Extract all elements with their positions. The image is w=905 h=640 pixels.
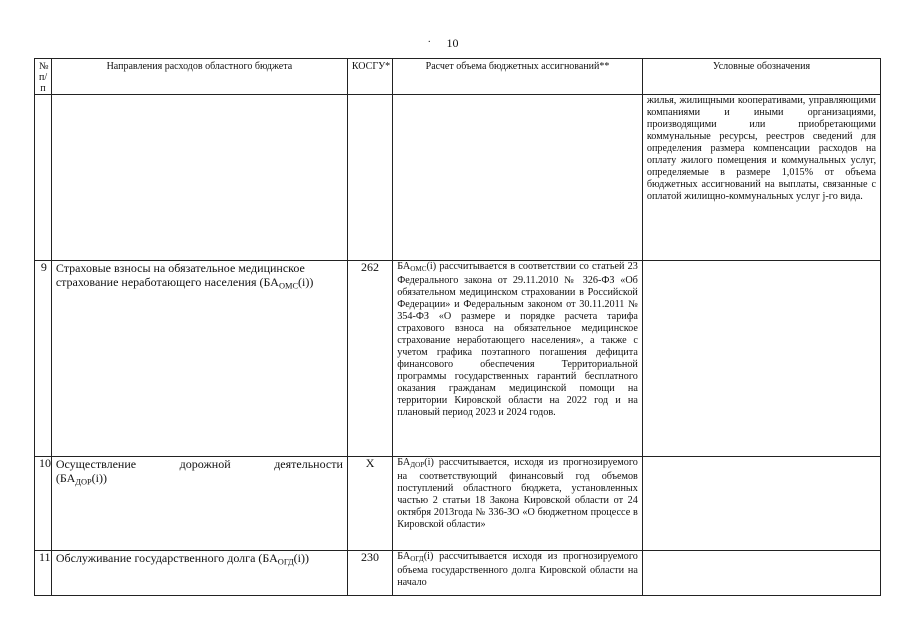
table-row	[35, 457, 881, 551]
direction-line-1	[56, 457, 343, 471]
calc-text: (i) рассчитывается исходя из прогнозируемого объема государственного долга Кировской области на начало	[397, 551, 638, 589]
direction-text: Страховые взносы на обязательное медицинское страхование неработающего населения (БА	[55, 261, 305, 289]
cell-num: 10	[35, 457, 52, 551]
calc-text: (i) рассчитывается в соответствии со статьей 23 Федерального закона от 29.11.2010 № 326-ФЗ «Об обязательном медицинском страховании в Российской Федерации» и Федеральным законом от 30.11.2011 № 354-ФЗ «О размере и порядке расчета тарифа страхового взноса на обязательное медицинское страхование неработающего населения», а также с учетом графика поэтапного погашения дефицита финансового обеспечения Территориальной программы государственных гарантий бесплатного оказания гражданам медицинской помощи на территории Кировской области на 2022 год и на плановый период 2023 и 2024 годов.	[397, 261, 638, 419]
table-row	[35, 95, 881, 261]
calc-prefix: БА	[397, 551, 411, 562]
direction-tail: (i))	[293, 551, 309, 565]
header-num: № п/п	[35, 59, 52, 95]
direction-word: деятельности	[274, 457, 343, 471]
cell-calc	[393, 551, 643, 596]
calc-prefix: БА	[397, 457, 411, 468]
calc-text: (i) рассчитывается, исходя из прогнозируемого на соответствующий финансовый год объемов поступлений областного бюджета, установленных частью 2 статьи 18 Закона Кировской области от 24 октября 2013года № 336-ЗО «О бюджетном процессе в Кировской области»	[397, 457, 638, 531]
cell-calc	[393, 261, 643, 457]
cell-kosgu: 262	[347, 261, 392, 457]
table-row	[35, 551, 881, 596]
direction-word: дорожной	[179, 457, 231, 471]
cell-notes: жилья, жилищными кооперативами, управляющими компаниями и иными организациями, производящими или приобретающими коммунальные ресурсы, реестров сведений для определения размера компенсации расходов на оплату жилого помещения и коммунальных услуг, определяемые в размере 1,015% от объема бюджетных ассигнований на выплаты, связанные с оплатой жилищно-коммунальных услуг j-го вида.	[642, 95, 880, 261]
direction-prefix: (БА	[55, 471, 76, 485]
cell-direction	[51, 261, 347, 457]
cell-num: 9	[35, 261, 52, 457]
cell-calc	[393, 457, 643, 551]
direction-tail: (i))	[91, 471, 107, 485]
direction-subscript: ДОР	[75, 477, 92, 487]
direction-line-2	[56, 471, 343, 490]
calc-prefix: БА	[397, 261, 411, 272]
header-calc: Расчет объема бюджетных ассигнований**	[393, 59, 643, 95]
direction-tail: (i))	[298, 275, 314, 289]
table-row	[35, 261, 881, 457]
cell-notes	[642, 457, 880, 551]
cell-num: 11	[35, 551, 52, 596]
cell-kosgu	[347, 95, 392, 261]
page-number-text: 10	[446, 36, 459, 50]
cell-notes	[642, 551, 880, 596]
direction-text: Обслуживание государственного долга (БА	[55, 551, 278, 565]
cell-notes	[642, 261, 880, 457]
budget-table	[34, 58, 881, 596]
direction-subscript: ОМС	[278, 281, 299, 291]
calc-subscript: ОГД	[410, 555, 424, 564]
cell-direction	[51, 95, 347, 261]
page-number	[0, 36, 905, 51]
cell-direction	[51, 457, 347, 551]
calc-subscript: ОМС	[410, 265, 427, 274]
cell-calc	[393, 95, 643, 261]
header-direction: Направления расходов областного бюджета	[51, 59, 347, 95]
cell-kosgu: 230	[347, 551, 392, 596]
cell-kosgu: Х	[347, 457, 392, 551]
direction-subscript: ОГД	[277, 557, 294, 567]
header-kosgu: КОСГУ*	[347, 59, 392, 95]
cell-num	[35, 95, 52, 261]
page-mark: .	[428, 34, 431, 45]
header-notes: Условные обозначения	[642, 59, 880, 95]
table-header-row	[35, 59, 881, 95]
cell-direction	[51, 551, 347, 596]
calc-subscript: ДОР	[410, 461, 425, 470]
direction-word: Осуществление	[55, 457, 137, 471]
